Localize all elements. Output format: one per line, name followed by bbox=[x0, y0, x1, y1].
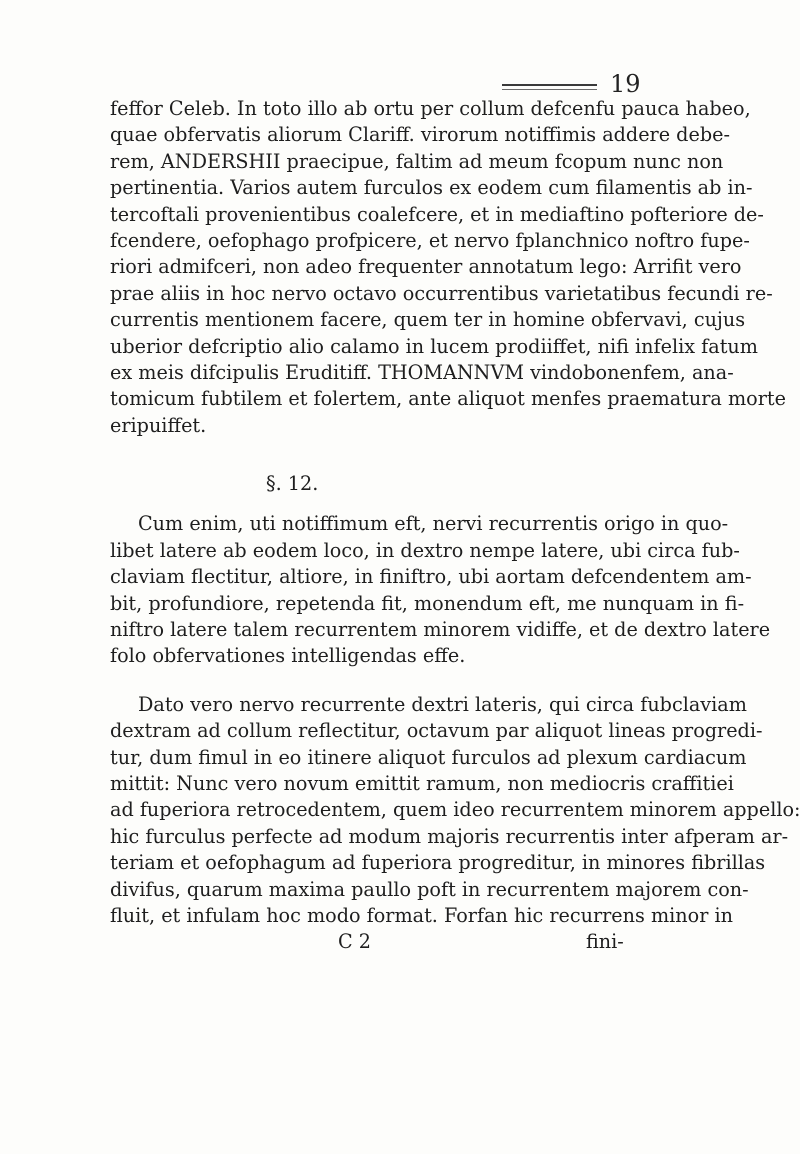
text-line: ad fuperiora retrocedentem, quem ideo recurrentem minorem appello: bbox=[110, 798, 800, 822]
text-line: mittit: Nunc vero novum emittit ramum, non mediocris craffitiei bbox=[110, 771, 734, 795]
text-line: Cum enim, uti notiffimum eft, nervi recurrentis origo in quo- bbox=[138, 512, 729, 536]
text-line: eripuiffet. bbox=[110, 413, 207, 437]
text-block bbox=[110, 96, 800, 956]
text-line: hic furculus perfecte ad modum majoris recurrentis inter afperam ar- bbox=[110, 824, 789, 848]
text-line: ex meis difcipulis Eruditiff. THOMANNVM vindobonenfem, ana- bbox=[110, 360, 734, 384]
text-line: dextram ad collum reflectitur, octavum par aliquot lineas progredi- bbox=[110, 719, 763, 743]
header-rule-thin bbox=[502, 89, 597, 90]
page-number: 19 bbox=[610, 70, 641, 98]
paragraph-3 bbox=[110, 692, 800, 930]
text-line: pertinentia. Varios autem furculos ex eodem cum filamentis ab in- bbox=[110, 176, 753, 200]
text-line: feffor Celeb. In toto illo ab ortu per collum defcenfu pauca habeo, bbox=[110, 97, 751, 120]
text-line: tercoftali provenientibus coalefcere, et in mediaftino pofteriore de- bbox=[110, 202, 764, 226]
text-line: bit, profundiore, repetenda fit, monendum eft, me nunquam in fi- bbox=[110, 591, 745, 615]
text-line: uberior defcriptio alio calamo in lucem prodiiffet, nifi infelix fatum bbox=[110, 334, 758, 358]
text-line: claviam flectitur, altiore, in finiftro, ubi aortam defcendentem am- bbox=[110, 565, 752, 589]
text-line: Dato vero nervo recurrente dextri lateris, qui circa fubclaviam bbox=[138, 692, 747, 716]
spacer bbox=[110, 439, 658, 471]
text-line: divifus, quarum maxima paullo poft in recurrentem majorem con- bbox=[110, 877, 749, 901]
signature-mark: C 2 bbox=[338, 930, 371, 954]
text-line: fluit, et infulam hoc modo format. Forfan hic recurrens minor in bbox=[110, 903, 733, 927]
text-line: rem, ANDERSHII praecipue, faltim ad meum fcopum nunc non bbox=[110, 149, 724, 173]
header-rule bbox=[502, 84, 597, 86]
text-line: riori admifceri, non adeo frequenter annotatum lego: Arrifit vero bbox=[110, 255, 742, 279]
text-line: tur, dum fimul in eo itinere aliquot furculos ad plexum cardiacum bbox=[110, 745, 747, 769]
catchword: fini- bbox=[586, 930, 624, 954]
text-line: folo obfervationes intelligendas effe. bbox=[110, 644, 466, 668]
text-line: teriam et oefophagum ad fuperiora progreditur, in minores fibrillas bbox=[110, 851, 766, 875]
spacer bbox=[110, 670, 658, 692]
paragraph-1 bbox=[110, 96, 786, 439]
paragraph-2 bbox=[110, 511, 771, 669]
section-heading: §. 12. bbox=[266, 472, 319, 496]
text-line: prae aliis in hoc nervo octavo occurrentibus varietatibus fecundi re- bbox=[110, 281, 773, 305]
text-line: libet latere ab eodem loco, in dextro nempe latere, ubi circa fub- bbox=[110, 538, 740, 562]
text-line: currentis mentionem facere, quem ter in homine obfervavi, cujus bbox=[110, 308, 746, 332]
text-line: niftro latere talem recurrentem minorem vidiffe, et de dextro latere bbox=[110, 618, 771, 642]
text-line: tomicum fubtilem et folertem, ante aliquot menfes praematura morte bbox=[110, 387, 786, 411]
text-line: fcendere, oefophago profpicere, et nervo fplanchnico noftro fupe- bbox=[110, 228, 750, 252]
page-footer bbox=[110, 929, 658, 955]
spacer bbox=[110, 497, 658, 511]
text-line: quae obfervatis aliorum Clariff. virorum notiffimis addere debe- bbox=[110, 123, 730, 147]
